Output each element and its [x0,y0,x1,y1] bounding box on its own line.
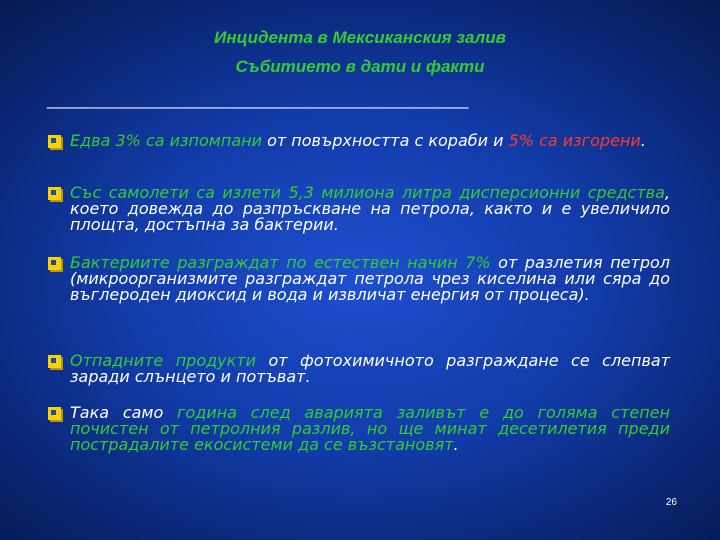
bullet-text [70,255,670,303]
highlight-text: Отпадните продукти [70,351,257,370]
highlight-text: 5% са изгорени [508,131,641,150]
body-text: . [453,435,459,454]
body-text: , което довежда до разпръскване на петрола, както и е увеличило площта, достъпна за бактерии. [70,183,670,234]
highlight-text: Едва 3% са изпомпани [70,131,262,150]
bullet-item-4 [48,353,670,385]
square-bullet-icon [48,257,61,270]
body-text: от разлетия петрол (микроорганизмите разграждат петрола чрез киселина или сяра до въглероден диоксид и вода и извличат енергия от процеса). [70,253,670,304]
body-text: . [640,131,646,150]
divider-line: ______________________________________________ [47,90,469,109]
page-number: 26 [665,497,677,508]
square-bullet-icon [48,355,61,368]
bullet-text [70,185,670,233]
bullet-item-5 [48,405,670,453]
slide-subtitle: Събитието в дати и факти [235,57,485,76]
bullet-text [70,353,670,385]
body-text: ще минат десетилетия преди пострадалите екосистеми да се възстановят [70,419,671,454]
body-text: Така само [70,403,164,422]
square-bullet-icon [48,135,61,148]
highlight-text: Със самолети са излети 5,3 милиона литра дисперсионни средства [70,183,665,202]
bullet-item-2 [48,185,670,233]
bullet-text [70,405,670,453]
body-text: от фотохимичното разграждане се слепват заради слънцето и потъват. [70,351,670,386]
bullet-item-1 [48,133,670,149]
highlight-text: Бактериите разграждат по естествен начин 7% [70,253,491,272]
body-text: от повърхността с кораби и [262,131,509,150]
bullet-item-3 [48,255,670,303]
bullet-text [70,133,670,149]
square-bullet-icon [48,407,61,420]
slide-title: Инцидента в Мексиканския залив [214,28,506,47]
square-bullet-icon [48,187,61,200]
highlight-text: година след аварията заливът е до голяма степен почистен от петролния разлив, но [70,403,670,438]
